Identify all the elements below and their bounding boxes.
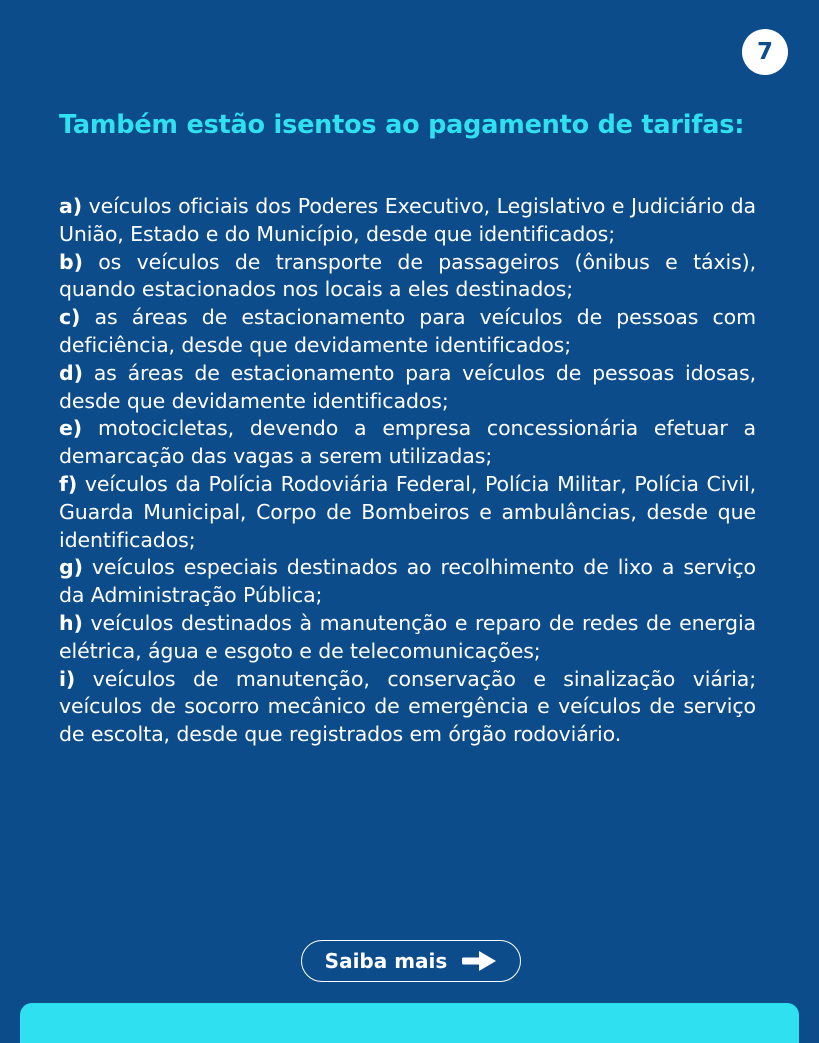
page-number-badge <box>742 29 788 75</box>
item-text: as áreas de estacionamento para veículos de pessoas com deficiência, desde que devidamente identificados; <box>59 305 756 357</box>
item-text: veículos destinados à manutenção e reparo de redes de energia elétrica, água e esgoto e de telecomunicações; <box>59 610 756 663</box>
item-text: veículos da Polícia Rodoviária Federal, Polícia Militar, Polícia Civil, Guarda Municipal, Corpo de Bombeiros e ambulâncias, desde que identificados; <box>59 471 756 552</box>
list-item <box>59 471 756 554</box>
page-title: Também estão isentos ao pagamento de tarifas: <box>59 110 745 140</box>
arrow-right-icon <box>461 950 497 972</box>
item-letter: f) <box>59 471 78 496</box>
item-letter: c) <box>59 305 81 330</box>
item-text: motocicletas, devendo a empresa concessionária efetuar a demarcação das vagas a serem utilizadas; <box>59 416 756 469</box>
list-item <box>59 193 756 249</box>
list-item <box>59 666 756 749</box>
item-letter: e) <box>59 416 83 441</box>
button-label: Saiba mais <box>324 949 448 973</box>
list-item <box>59 554 756 610</box>
list-item <box>59 415 756 471</box>
item-letter: h) <box>59 610 83 635</box>
item-text: veículos de manutenção, conservação e sinalização viária; veículos de socorro mecânico de emergência e veículos de serviço de escolta, desde que registrados em órgão rodoviário. <box>59 666 756 747</box>
list-item <box>59 304 756 360</box>
item-letter: i) <box>59 666 76 691</box>
list-item <box>59 360 756 416</box>
item-letter: d) <box>59 360 83 385</box>
list-item <box>59 249 756 305</box>
item-letter: g) <box>59 555 83 580</box>
bottom-accent-bar <box>20 1003 799 1043</box>
page-number: 7 <box>756 39 773 65</box>
saiba-mais-button[interactable] <box>301 940 521 982</box>
list-item <box>59 610 756 666</box>
item-text: as áreas de estacionamento para veículos de pessoas idosas, desde que devidamente identificados; <box>59 360 756 413</box>
item-text: veículos oficiais dos Poderes Executivo, Legislativo e Judiciário da União, Estado e do Município, desde que identificados; <box>59 194 756 246</box>
item-text: os veículos de transporte de passageiros (ônibus e táxis), quando estacionados nos locais a eles destinados; <box>59 249 756 302</box>
item-letter: a) <box>59 194 83 218</box>
exemptions-list <box>59 193 756 749</box>
item-text: veículos especiais destinados ao recolhimento de lixo a serviço da Administração Pública; <box>59 555 756 608</box>
item-letter: b) <box>59 249 83 274</box>
